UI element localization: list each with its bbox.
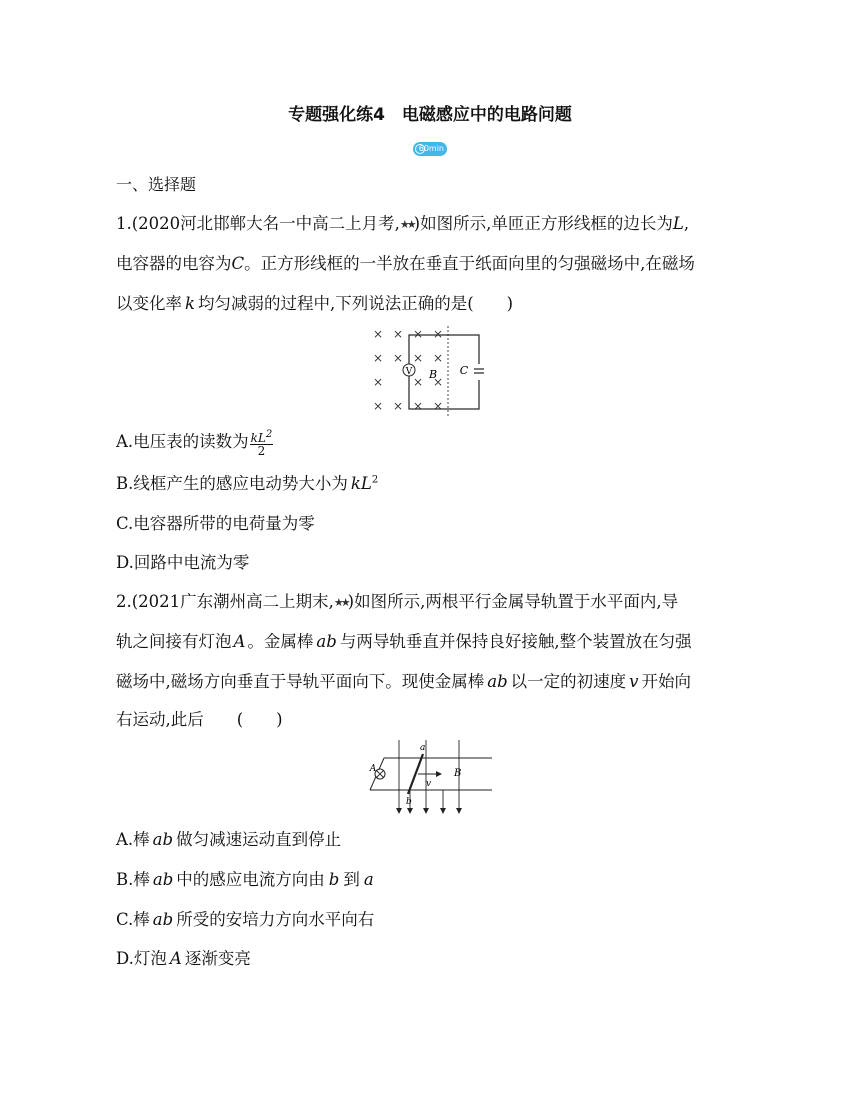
- option-b-text: 到: [343, 870, 360, 889]
- var-ab: ab: [152, 910, 174, 929]
- field-cross: ×: [392, 399, 404, 413]
- q1-text: )如图所示,单匝正方形线框的边长为: [413, 214, 673, 233]
- field-cross: ×: [372, 351, 384, 365]
- field-cross: ×: [432, 327, 444, 341]
- field-cross: ×: [432, 399, 444, 413]
- q2-text: 以一定的初速度: [510, 672, 627, 691]
- q2-source: 2.(2021广东潮州高二上期末,: [116, 592, 334, 611]
- q1-stem-line2: [116, 250, 695, 274]
- var-A: A: [233, 632, 246, 651]
- field-cross: ×: [392, 327, 404, 341]
- q1-option-a: [116, 428, 273, 457]
- q1-text: 均匀减弱的过程中,下列说法正确的是( ): [198, 294, 514, 313]
- option-d-text: D.灯泡: [116, 949, 167, 968]
- q2-stem-line2: [116, 628, 692, 652]
- rod-end-a: a: [420, 743, 426, 753]
- q2-text: 磁场中,磁场方向垂直于导轨平面向下。现使金属棒: [116, 672, 485, 691]
- option-b-text: 中的感应电流方向由: [176, 870, 325, 889]
- q2-text: )如图所示,两根平行金属导轨置于水平面内,导: [347, 592, 679, 611]
- q2-figure-rails: [366, 738, 494, 816]
- comma: ,: [683, 214, 690, 233]
- q1-text: 电容器的电容为: [116, 254, 232, 273]
- q2-text: 开始向: [641, 672, 691, 691]
- q1-text: 。正方形线框的一半放在垂直于纸面向里的匀强磁场中,在磁场: [244, 254, 695, 273]
- q1-option-d: D.回路中电流为零: [116, 553, 250, 572]
- fraction-numerator: kL: [250, 430, 266, 445]
- fraction-denominator: 2: [257, 443, 266, 458]
- q1-figure-circuit: [360, 322, 500, 422]
- q2-option-c: [116, 906, 374, 930]
- field-cross: ×: [412, 399, 424, 413]
- field-cross: ×: [372, 399, 384, 413]
- field-label: B: [454, 768, 462, 779]
- superscript: 2: [371, 474, 379, 486]
- field-cross: ×: [412, 375, 424, 389]
- var-a: a: [363, 870, 374, 889]
- q1-stem-line3: [116, 290, 513, 314]
- field-cross: ×: [392, 351, 404, 365]
- option-b-text: B.棒: [116, 870, 150, 889]
- time-badge-label: 60min: [418, 144, 444, 153]
- q2-text: 轨之间接有灯泡: [116, 632, 232, 651]
- fraction: [250, 429, 274, 457]
- var-L: L: [672, 214, 684, 233]
- field-cross: ×: [372, 375, 384, 389]
- field-cross: ×: [412, 351, 424, 365]
- var-ab: ab: [152, 830, 174, 849]
- q2-text: 。金属棒: [247, 632, 314, 651]
- field-label: B: [428, 368, 438, 381]
- q2-stem-line4: 右运动,此后 ( ): [116, 710, 283, 729]
- velocity-label: v: [426, 779, 432, 789]
- section-heading: 一、选择题: [116, 175, 197, 194]
- capacitor-label: C: [459, 364, 469, 377]
- var-ab: ab: [487, 672, 508, 691]
- var-v: v: [629, 672, 639, 691]
- var-C: C: [231, 254, 245, 273]
- field-arrow-icon: [396, 808, 402, 814]
- option-b-text: B.线框产生的感应电动势大小为: [116, 474, 348, 493]
- difficulty-stars-icon: ★★: [333, 596, 348, 609]
- lamp-label: A: [369, 764, 377, 774]
- time-badge: [413, 142, 447, 156]
- var-k: k: [185, 294, 195, 313]
- field-cross: ×: [432, 375, 444, 389]
- field-cross: ×: [412, 327, 424, 341]
- difficulty-stars-icon: ★★: [399, 218, 414, 231]
- q1-stem-line1: [116, 210, 689, 234]
- velocity-arrowhead-icon: [436, 771, 442, 777]
- q2-stem-line1: [116, 588, 678, 612]
- var-ab: ab: [152, 870, 174, 889]
- option-a-text: A.棒: [116, 830, 150, 849]
- voltmeter-label: V: [405, 367, 413, 377]
- option-a-text: 做匀减速运动直到停止: [176, 830, 342, 849]
- q2-option-b: [116, 866, 374, 890]
- option-c-text: C.棒: [116, 910, 150, 929]
- var-b: b: [328, 870, 340, 889]
- q1-text: 以变化率: [116, 294, 182, 313]
- q2-stem-line3: [116, 668, 691, 692]
- field-cross: ×: [372, 327, 384, 341]
- var-ab: ab: [316, 632, 337, 651]
- rod-end-b: b: [406, 797, 412, 807]
- q1-option-b: [116, 470, 378, 494]
- option-d-text: 逐渐变亮: [184, 949, 251, 968]
- q1-source: 1.(2020河北邯郸大名一中高二上月考,: [116, 214, 400, 233]
- square-coil: [409, 335, 479, 409]
- q2-option-d: [116, 945, 251, 969]
- var-kL: kL: [350, 474, 372, 493]
- option-c-text: 所受的安培力方向水平向右: [176, 910, 375, 929]
- superscript: 2: [265, 428, 273, 440]
- q1-option-c: C.电容器所带的电荷量为零: [116, 514, 315, 533]
- option-a-text: A.电压表的读数为: [116, 432, 249, 451]
- var-A: A: [169, 949, 182, 968]
- field-arrow-icon: [423, 808, 429, 814]
- field-arrow-icon: [456, 808, 462, 814]
- q2-option-a: [116, 826, 341, 850]
- field-cross: ×: [432, 351, 444, 365]
- clock-icon: [415, 144, 425, 154]
- q2-text: 与两导轨垂直并保持良好接触,整个装置放在匀强: [339, 632, 692, 651]
- page-title: 专题强化练4 电磁感应中的电路问题: [288, 105, 572, 125]
